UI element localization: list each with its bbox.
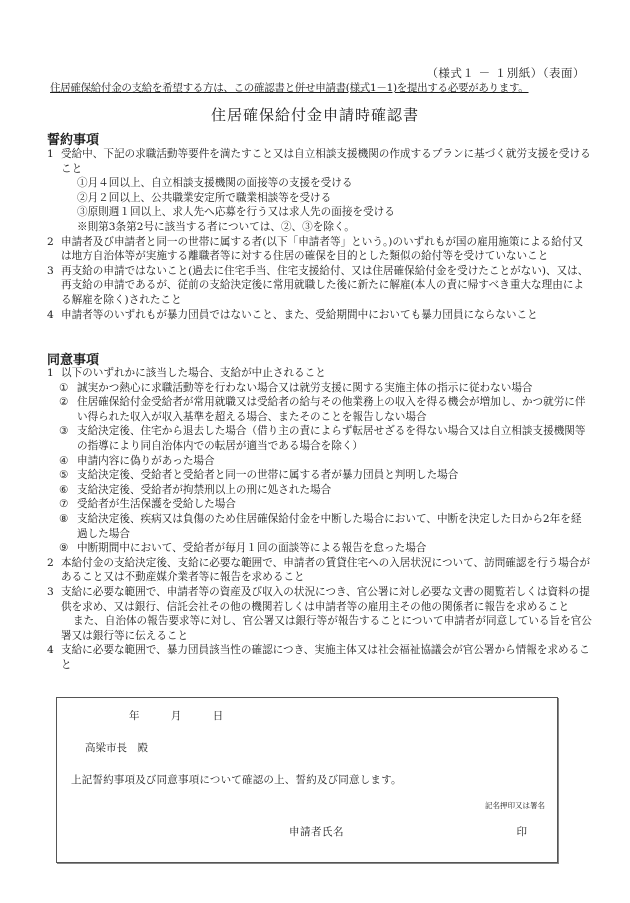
applicant-name-field[interactable]: 申請者氏名 — [289, 826, 344, 838]
pledge-item-2: 2 申請者及び申請者と同一の世帯に属する者(以下「申請者等」という。)のいずれもが国の雇用施策による給付又は地方自治体等が実施する離職者等に対する住居の確保を目的とした類似の給付等を受けていないこと — [47, 235, 584, 263]
pledge-sub-1: ①月４回以上、自立相談支援機関の面接等の支援を受ける — [77, 177, 353, 190]
consent-sub-2: ② 住居確保給付金受給者が常用就職又は受給者の給与その他業務上の収入を得る機会が増加し、かつ就労に伴い得られた収入が収入基準を超える場合、またそのことを報告しない場合 — [59, 396, 586, 423]
consent-heading: 同意事項 — [47, 353, 100, 368]
consent-sub-4: ④ 申請内容に偽りがあった場合 — [59, 454, 215, 467]
pledge-item-1: 1 受給中、下記の求職活動等要件を満たすこと又は自立相談支援機関の作成するプランに基づく就労支援を受けること — [47, 148, 591, 175]
consent-sub-6: ⑥ 支給決定後、受給者が拘禁刑以上の刑に処された場合 — [59, 483, 332, 496]
pledge-item-3: 3 再支給の申請ではないこと(過去に住宅手当、住宅支援給付、又は住居確保給付金を受けたことがない)、又は、再支給の申請であるが、従前の支給決定後に常用就職した後に新たに解雇(本人の責に帰すべき重大な理由による解雇を除く)されたこと — [47, 264, 589, 306]
document-title: 住居確保給付金申請時確認書 — [210, 106, 419, 124]
consent-sub-9: ⑨ 中断期間中において、受給者が毎月１回の面談等による報告を怠った場合 — [59, 542, 427, 555]
pledge-list — [47, 147, 592, 322]
submission-notice: 住居確保給付金の支給を希望する方は、この確認書と併せ申請書(様式1－1)を提出する必要があります。 — [50, 82, 529, 94]
consent-item-4: 4 支給に必要な範囲で、暴力団員該当性の確認につき、実施主体又は社会福祉協議会が官公署から情報を求めること — [47, 644, 590, 671]
pledge-heading: 誓約事項 — [47, 133, 100, 148]
consent-item-2: 2 本給付金の支給決定後、支給に必要な範囲で、申請者の賃貸住宅への入居状況について、訪問確認を行う場合があること又は不動産媒介業者等に報告を求めること — [47, 556, 591, 584]
signature-box — [56, 697, 558, 863]
pledge-note: ※則第3条第2号に該当する者については、②、③を除く。 — [77, 220, 355, 233]
seal-note: 記名押印又は署名 — [485, 801, 545, 810]
consent-sub-5: ⑤ 支給決定後、受給者と受給者と同一の世帯に属する者が暴力団員と判明した場合 — [59, 469, 459, 482]
form-number: （様式１ － １別紙）（表面） — [426, 66, 585, 80]
year-label: 年 — [129, 710, 141, 722]
date-field[interactable] — [129, 708, 250, 723]
addressee: 高梁市長 殿 — [85, 742, 148, 754]
consent-sub-7: ⑦ 受給者が生活保護を受給した場合 — [59, 498, 236, 511]
pledge-item-4: 4 申請者等のいずれもが暴力団員ではないこと、また、受給期間中においても暴力団員にならないこと — [47, 308, 538, 321]
agreement-statement: 上記誓約事項及び同意事項について確認の上、誓約及び同意します。 — [71, 774, 402, 786]
month-label: 月 — [170, 710, 183, 722]
consent-item-3: 3 支給に必要な範囲で、申請者等の資産及び収入の状況につき、官公署に対し必要な文書の閲覧若しくは資料の提供を求め、又は銀行、信託会社その他の機関若しくは申請者等の雇用主その他の関係者に報告を求めること — [47, 585, 590, 613]
consent-sub-8: ⑧ 支給決定後、疾病又は負傷のため住居確保給付金を中断した場合において、中断を決定した日から2年を経過した場合 — [59, 512, 582, 540]
consent-item-1: 1 以下のいずれかに該当した場合、支給が中止されること — [47, 367, 326, 379]
pledge-sub-3: ③原則週１回以上、求人先へ応募を行う又は求人先の面接を受ける — [77, 206, 395, 219]
consent-sub-1: ① 誠実かつ熱心に求職活動等を行わない場合又は就労支援に関する実施主体の指示に従わない場合 — [59, 381, 533, 394]
consent-list — [47, 366, 592, 672]
consent-item-3-extra: また、自治体の報告要求等に対し、官公署又は銀行等が報告することについて申請者が同意している旨を官公署又は銀行等に伝えること — [61, 615, 592, 642]
pledge-sub-2: ②月２回以上、公共職業安定所で職業相談等を受ける — [77, 191, 332, 204]
consent-sub-3: ③ 支給決定後、住宅から退去した場合（借り主の責によらず転居せざるを得ない場合又は自立相談支援機関等の指導により同自治体内での転居が適当である場合を除く） — [59, 425, 586, 452]
day-label: 日 — [212, 710, 225, 722]
seal-mark: 印 — [516, 826, 527, 838]
